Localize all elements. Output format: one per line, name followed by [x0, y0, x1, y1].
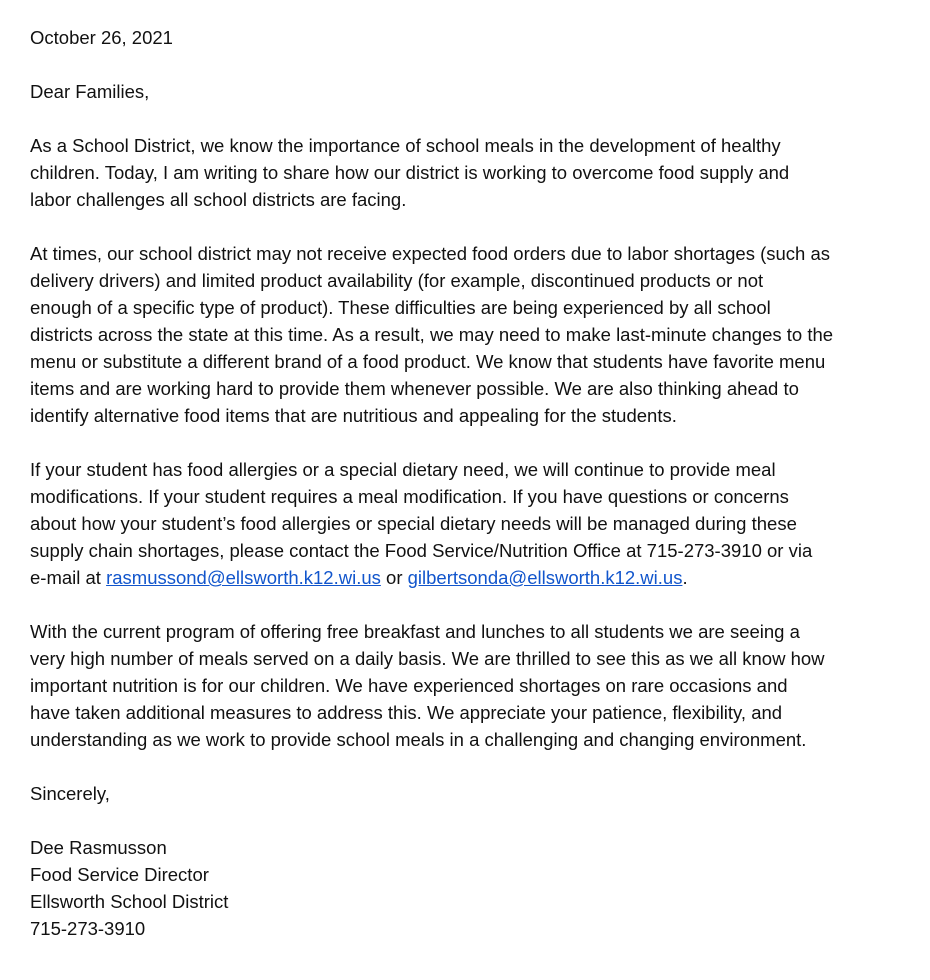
signature-block: [30, 834, 910, 942]
paragraph-line: very high number of meals served on a daily basis. We are thrilled to see this as we all know how: [30, 648, 825, 669]
paragraph-line: districts across the state at this time. As a result, we may need to make last-minute changes to the: [30, 324, 834, 345]
paragraph-allergies: [30, 456, 910, 591]
paragraph-line: supply chain shortages, please contact the Food Service/Nutrition Office at 715-273-3910 or via: [30, 540, 813, 561]
closing-text: Sincerely,: [30, 783, 110, 804]
date-text: October 26, 2021: [30, 27, 173, 48]
paragraph-line: children. Today, I am writing to share how our district is working to overcome food supply and: [30, 162, 790, 183]
email-contact-line: [30, 564, 910, 591]
paragraph-line: delivery drivers) and limited product availability (for example, discontinued products or not: [30, 270, 764, 291]
email-link-gilbertsonda[interactable]: gilbertsonda@ellsworth.k12.wi.us: [407, 567, 683, 588]
email-suffix-text: .: [682, 567, 688, 588]
paragraph-intro: [30, 132, 910, 213]
paragraph-line: about how your student’s food allergies or special dietary needs will be managed during these: [30, 513, 797, 534]
paragraph-line: With the current program of offering free breakfast and lunches to all students we are seeing a: [30, 621, 800, 642]
paragraph-line: modifications. If your student requires a meal modification. If you have questions or concerns: [30, 486, 789, 507]
paragraph-line: At times, our school district may not receive expected food orders due to labor shortages (such as: [30, 243, 831, 264]
email-link-rasmussond[interactable]: rasmussond@ellsworth.k12.wi.us: [106, 567, 381, 588]
paragraph-line: labor challenges all school districts are facing.: [30, 189, 407, 210]
paragraph-line: items and are working hard to provide them whenever possible. We are also thinking ahead to: [30, 378, 799, 399]
paragraph-free-meals: [30, 618, 910, 753]
paragraph-line: As a School District, we know the importance of school meals in the development of healthy: [30, 135, 781, 156]
signature-organization: Ellsworth School District: [30, 891, 229, 912]
paragraph-supply-challenges: [30, 240, 910, 429]
email-prefix-text: e-mail at: [30, 567, 107, 588]
signature-name: Dee Rasmusson: [30, 837, 167, 858]
letter-closing: [30, 780, 910, 807]
signature-phone: 715-273-3910: [30, 918, 146, 939]
paragraph-line: important nutrition is for our children. We have experienced shortages on rare occasions and: [30, 675, 788, 696]
paragraph-line: If your student has food allergies or a special dietary need, we will continue to provide meal: [30, 459, 776, 480]
letter-date: [30, 24, 910, 51]
paragraph-line: menu or substitute a different brand of a food product. We know that students have favorite menu: [30, 351, 826, 372]
paragraph-line: have taken additional measures to address this. We appreciate your patience, flexibility, and: [30, 702, 783, 723]
email-middle-text: or: [380, 567, 408, 588]
paragraph-line: identify alternative food items that are nutritious and appealing for the students.: [30, 405, 677, 426]
salutation-text: Dear Families,: [30, 81, 150, 102]
paragraph-line: enough of a specific type of product). These difficulties are being experienced by all school: [30, 297, 771, 318]
letter-salutation: [30, 78, 910, 105]
paragraph-line: understanding as we work to provide school meals in a challenging and changing environment.: [30, 729, 807, 750]
signature-title: Food Service Director: [30, 864, 209, 885]
